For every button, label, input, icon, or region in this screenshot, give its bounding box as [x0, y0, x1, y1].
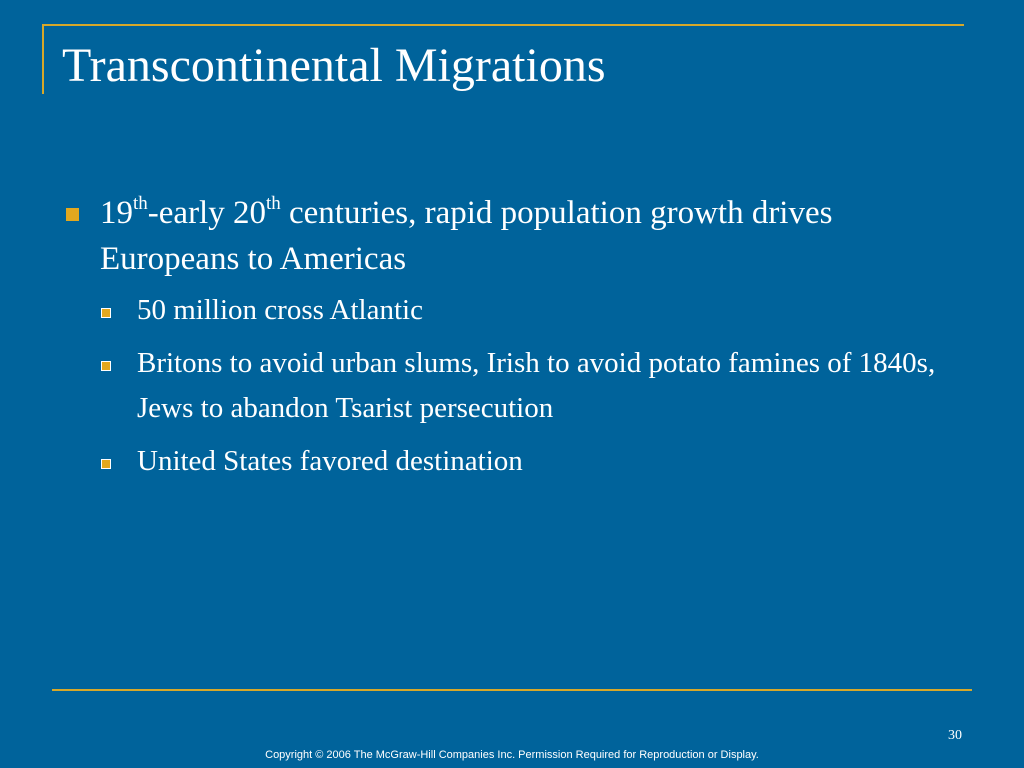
bullet-text-part: centuries, rapid population growth drives Europeans to Americas	[100, 195, 833, 277]
title-frame-top-line	[42, 24, 964, 26]
sub-bullet-item	[100, 288, 964, 333]
sub-bullet-list	[100, 288, 964, 484]
hollow-square-bullet-icon	[101, 308, 111, 318]
slide-title: Transcontinental Migrations	[62, 39, 606, 92]
copyright-notice: Copyright © 2006 The McGraw-Hill Companies Inc. Permission Required for Reproduction or Display.	[265, 749, 759, 761]
superscript: th	[265, 193, 281, 214]
bullet-item	[64, 190, 964, 484]
bullet-text-part: -early 20	[147, 195, 266, 231]
page-number: 30	[948, 728, 962, 743]
superscript: th	[133, 193, 148, 214]
square-bullet-icon	[66, 208, 79, 221]
hollow-square-bullet-icon	[101, 459, 111, 469]
bullet-list	[64, 190, 964, 492]
sub-bullet-text: Britons to avoid urban slums, Irish to avoid potato famines of 1840s, Jews to abandon Tsarist persecution	[137, 347, 936, 424]
sub-bullet-text: 50 million cross Atlantic	[137, 294, 423, 326]
title-frame-left-line	[42, 24, 44, 94]
hollow-square-bullet-icon	[101, 361, 111, 371]
footer-divider-line	[52, 689, 972, 691]
sub-bullet-item	[100, 439, 964, 484]
bullet-text-part: 19	[100, 195, 133, 231]
sub-bullet-text: United States favored destination	[137, 445, 523, 477]
sub-bullet-item	[100, 341, 964, 431]
